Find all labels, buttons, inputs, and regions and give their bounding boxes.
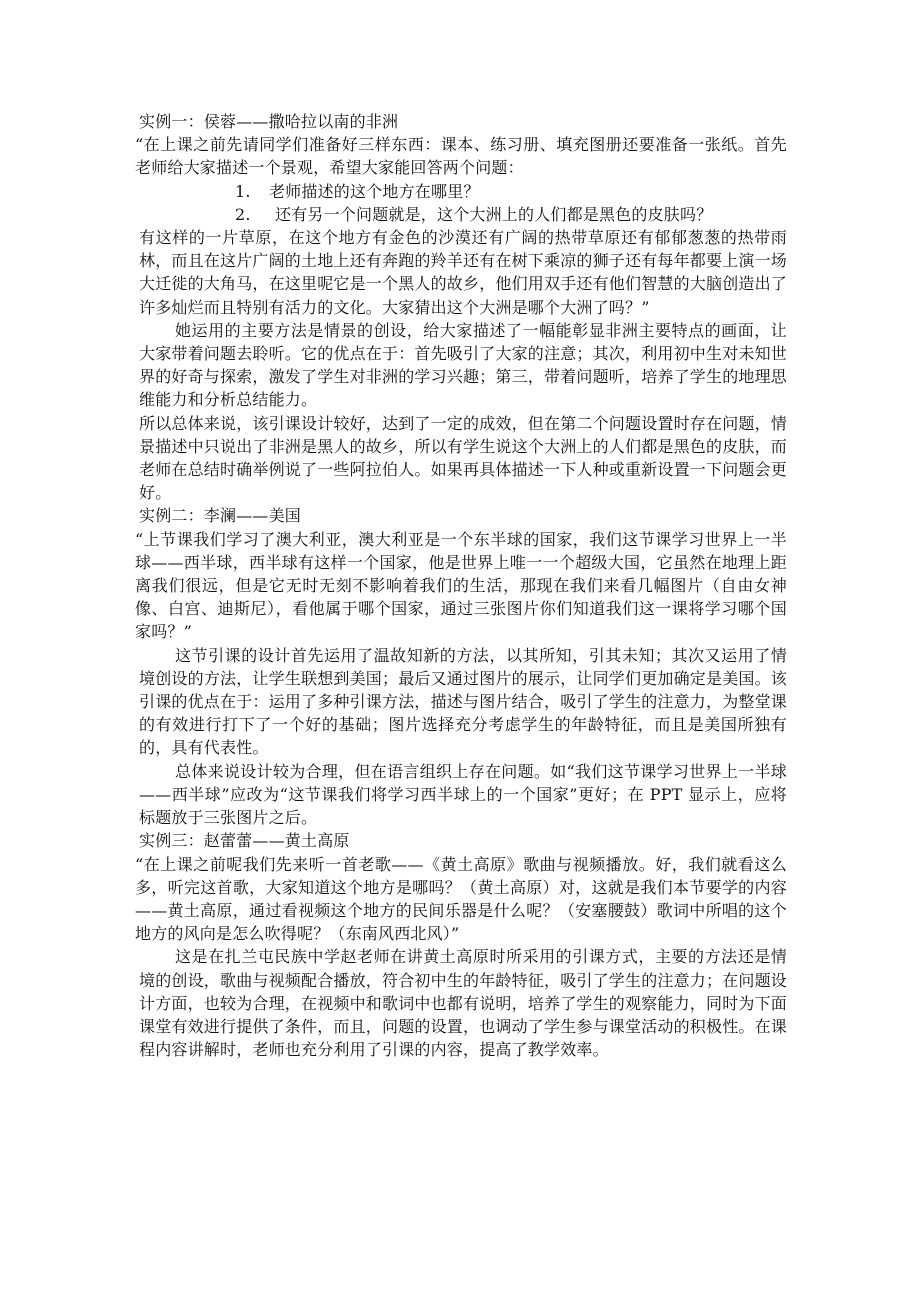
- question-number: 1.: [235, 181, 251, 201]
- question-text: 老师描述的这个地方在哪里？: [269, 181, 480, 201]
- example-2-heading: 实例二：李澜——美国: [139, 506, 302, 526]
- example-2-quote: “上节课我们学习了澳大利亚，澳大利亚是一个东半球的国家，我们这节课学习世界上一半球——西半球，西半球有这样一个国家，他是世界上唯一一个超级大国，它虽然在地理上距离我们很远，但是它无时无刻不影响着我们的生活，那现在我们来看几幅图片（自由女神像、白宫、迪斯尼），看他属于哪个国家，通过三张图片你们知道我们这一课将学习哪个国家吗？”: [135, 529, 787, 642]
- example-1-quote-intro: “在上课之前先请同学们准备好三样东西：课本、练习册、填充图册还要准备一张纸。首先老师给大家描述一个景观，希望大家能回答两个问题：: [135, 135, 787, 178]
- example-1-summary: 所以总体来说，该引课设计较好，达到了一定的成效，但在第二个问题设置时存在问题，情景描述中只说出了非洲是黑人的故乡，所以有学生说这个大洲上的人们都是黑色的皮肤，而老师在总结时确举例说了一些阿拉伯人。如果再具体描述一下人种或重新设置一下问题会更好。: [139, 413, 788, 503]
- example-1-question-2: [139, 203, 787, 226]
- example-1-analysis: 她运用的主要方法是情景的创设，给大家描述了一幅能彰显非洲主要特点的画面，让大家带着问题去聆听。它的优点在于：首先吸引了大家的注意；其次，利用初中生对未知世界的好奇与探索，激发了学生对非洲的学习兴趣；第三，带着问题听，培养了学生的地理思维能力和分析总结能力。: [139, 320, 788, 410]
- example-2-summary: 总体来说设计较为合理，但在语言组织上存在问题。如“我们这节课学习世界上一半球——西半球”应改为“这节课我们将学习西半球上的一个国家”更好；在 PPT 显示上，应将标题放于三张图片之后。: [139, 761, 787, 828]
- question-number: 2.: [235, 204, 251, 224]
- example-3-heading: 实例三：赵蕾蕾——黄土高原: [139, 831, 350, 851]
- document-page: [135, 110, 788, 1061]
- example-2-analysis: 这节引课的设计首先运用了温故知新的方法，以其所知，引其未知；其次又运用了情境创设的方法，让学生联想到美国；最后又通过图片的展示，让同学们更加确定是美国。该引课的优点在于：运用了多种引课方法，描述与图片结合，吸引了学生的注意力，为整堂课的有效进行打下了一个好的基础；图片选择充分考虑学生的年龄特征，而且是美国所独有的，具有代表性。: [139, 645, 788, 758]
- question-text: 还有另一个问题就是，这个大洲上的人们都是黑色的皮肤吗？: [275, 204, 713, 224]
- example-1-quote-body: 有这样的一片草原，在这个地方有金色的沙漠还有广阔的热带草原还有郁郁葱葱的热带雨林，而且在这片广阔的土地上还有奔跑的羚羊还有在树下乘凉的狮子还有每年都要上演一场大迁徙的大角马，在这里呢它是一个黑人的故乡，他们用双手还有他们智慧的大脑创造出了许多灿烂而且特别有活力的文化。大家猜出这个大洲是哪个大洲了吗？”: [139, 228, 788, 317]
- example-1-heading: 实例一：侯蓉——撒哈拉以南的非洲: [139, 112, 399, 131]
- example-1-question-1: [139, 180, 787, 203]
- example-3-analysis: 这是在扎兰屯民族中学赵老师在讲黄土高原时所采用的引课方式，主要的方法还是情境的创设，歌曲与视频配合播放，符合初中生的年龄特征，吸引了学生的注意力；在问题设计方面，也较为合理，在视频中和歌词中也都有说明，培养了学生的观察能力，同时为下面课堂有效进行提供了条件，而且，问题的设置，也调动了学生参与课堂活动的积极性。在课程内容讲解时，老师也充分利用了引课的内容，提高了教学效率。: [139, 947, 788, 1060]
- example-3-quote: “在上课之前呢我们先来听一首老歌——《黄土高原》歌曲与视频播放。好，我们就看这么多，听完这首歌，大家知道这个地方是哪吗？（黄土高原）对，这就是我们本节要学的内容——黄土高原，通过看视频这个地方的民间乐器是什么呢？（安塞腰鼓）歌词中所唱的这个地方的风向是怎么吹得呢？（东南风西北风）”: [135, 854, 787, 944]
